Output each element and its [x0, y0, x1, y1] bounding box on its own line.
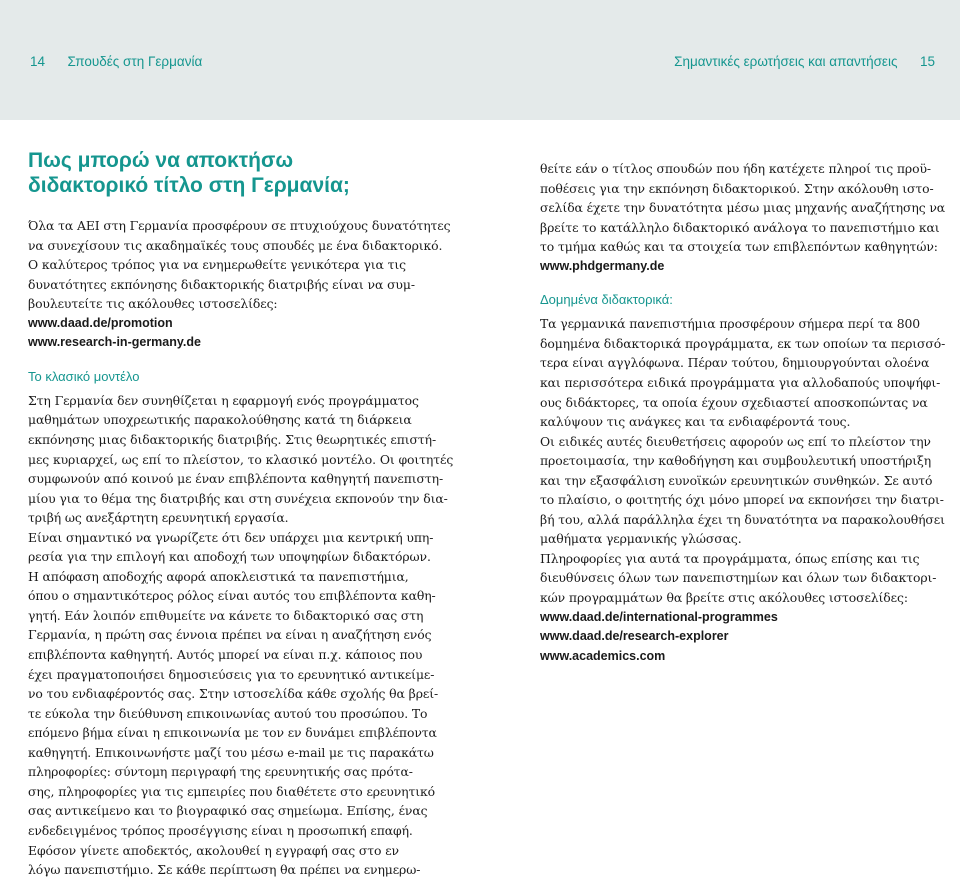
text-line: προετοιμασία, την καθοδήγηση και συμβουλευτική υποστήριξη [540, 453, 932, 469]
text-line: δομημένα διδακτορικά προγράμματα, εκ των οποίων τα περισσό- [540, 335, 946, 351]
right-column [540, 159, 946, 666]
page-header-right [674, 54, 935, 69]
left-column [28, 148, 454, 880]
text-line: το τμήμα καθώς και τα στοιχεία των επιβλεπόντων καθηγητών: [540, 239, 938, 255]
url-research-in-germany[interactable]: www.research-in-germany.de [28, 335, 201, 350]
continuation-paragraph [540, 159, 946, 257]
text-line: Ο καλύτερος τρόπος για να ενημερωθείτε γενικότερα για τις [28, 257, 406, 273]
url-academics[interactable]: www.academics.com [540, 648, 666, 663]
text-line: ποθέσεις για την εκπόνηση διδακτορικού. Στην ακόλουθη ιστο- [540, 180, 934, 196]
text-line: επιβλέποντα καθηγητή. Αυτός μπορεί να είναι π.χ. κάποιος που [28, 647, 423, 663]
text-line: σας αντικείμενο και το βιογραφικό σας σημείωμα. Επίσης, ένας [28, 803, 428, 819]
text-line: ενδεδειγμένος τρόπος προσέγγισης είναι η προσωπική επαφή. [28, 822, 413, 838]
heading-line: Πως μπορώ να αποκτήσω [28, 149, 294, 172]
text-line: βουλευτείτε τις ακόλουθες ιστοσελίδες: [28, 296, 278, 312]
section-title-structured-doctorates: Δομημένα διδακτορικά: [540, 292, 673, 308]
text-line: Γερμανία, η πρώτη σας έννοια πρέπει να είναι η αναζήτηση ενός [28, 627, 432, 643]
url-daad-research-explorer[interactable]: www.daad.de/research-explorer [540, 629, 729, 644]
text-line: Οι ειδικές αυτές διευθετήσεις αφορούν ως επί το πλείστον την [540, 433, 931, 449]
intro-paragraph [28, 216, 451, 314]
url-phdgermany[interactable]: www.phdgermany.de [540, 258, 665, 273]
text-line: και περισσότερα ειδικά προγράμματα για αλλοδαπούς υποψήφι- [540, 374, 941, 390]
text-line: Πληροφορίες για αυτά τα προγράμματα, όπως επίσης και τις [540, 550, 920, 566]
text-line: να συνεχίσουν τις ακαδημαϊκές τους σπουδές με ένα διδακτορικό. [28, 237, 443, 253]
structured-doctorates-paragraph [540, 314, 946, 607]
text-line: σης, πληροφορίες για τις εμπειρίες που διαθέτετε στο ερευνητικό [28, 783, 435, 799]
page-number-right: 15 [919, 54, 935, 69]
url-daad-promotion[interactable]: www.daad.de/promotion [28, 315, 173, 330]
text-line: καλύψουν τις ανάγκες και τα ενδιαφέροντά τους. [540, 414, 851, 430]
heading-line: διδακτορικό τίτλο στη Γερμανία; [28, 174, 350, 197]
text-line: καθηγητή. Επικοινωνήστε μαζί του μέσω e-mail με τις παρακάτω [28, 744, 434, 760]
text-line: μες κυριαρχεί, ως επί το πλείστον, το κλασικό μοντέλο. Οι φοιτητές [28, 451, 454, 467]
text-line: μαθήματα γερμανικής γλώσσας. [540, 531, 742, 547]
text-line: Όλα τα ΑΕΙ στη Γερμανία προσφέρουν σε πτυχιούχους δυνατότητες [28, 218, 451, 233]
page-heading [28, 148, 428, 198]
classic-model-paragraph [28, 391, 454, 880]
text-line: Τα γερμανικά πανεπιστήμια προσφέρουν σήμερα περί τα 800 [540, 316, 921, 332]
text-line: Η απόφαση αποδοχής αφορά αποκλειστικά τα πανεπιστήμια, [28, 568, 409, 584]
text-line: ρεσία για την επιλογή και αποδοχή των υποψηφίων διδακτόρων. [28, 549, 431, 565]
running-title-right: Σημαντικές ερωτήσεις και απαντήσεις [674, 54, 898, 69]
text-line: πληροφορίες: σύντομη περιγραφή της ερευνητικής σας πρότα- [28, 764, 413, 780]
text-line: δυνατότητες εκπόνησης διδακτορικής διατριβής είναι να συμ- [28, 276, 415, 292]
text-line: θείτε εάν ο τίτλος σπουδών που ήδη κατέχετε πληροί τις προϋ- [540, 161, 931, 176]
text-line: βή του, αλλά παράλληλα έχει τη δυνατότητα να παρακολουθήσει [540, 511, 945, 527]
text-line: ους διδάκτορες, τα οποία έχουν σχεδιαστεί αποσκοπώντας να [540, 394, 928, 410]
running-title-left: Σπουδές στη Γερμανία [67, 54, 203, 69]
text-line: όπου ο σημαντικότερος ρόλος είναι αυτός του επιβλέποντα καθη- [28, 588, 436, 604]
text-line: Είναι σημαντικό να γνωρίζετε ότι δεν υπάρχει μια κεντρική υπη- [28, 529, 434, 545]
text-line: σελίδα έχετε την δυνατότητα μέσω μιας μηχανής αναζήτησης να [540, 200, 946, 216]
text-line: κών προγραμμάτων θα βρείτε στις ακόλουθες ιστοσελίδες: [540, 589, 908, 605]
text-line: μαθημάτων υποχρεωτικής παρακολούθησης κατά τη διάρκεια [28, 412, 412, 428]
url-daad-international-programmes[interactable]: www.daad.de/international-programmes [540, 609, 778, 624]
text-line: μίου για το θέμα της διατριβής και στη συνέχεια εκπονούν την δια- [28, 490, 448, 506]
text-line: και την εξασφάλιση ευνοϊκών ερευνητικών συνθηκών. Σε αυτό [540, 472, 933, 488]
text-line: Στη Γερμανία δεν συνηθίζεται η εφαρμογή ενός προγράμματος [28, 392, 419, 408]
text-line: βρείτε το κατάλληλο διδακτορικό ανάλογα το πανεπιστήμιο και [540, 219, 940, 235]
text-line: λόγω πανεπιστήμιο. Σε κάθε περίπτωση θα πρέπει να ενημερω- [28, 862, 421, 878]
text-line: τερα είναι αγγλόφωνα. Πέραν τούτου, δημιουργούνται ολοένα [540, 355, 930, 371]
text-line: συμφωνούν από κοινού με έναν επιβλέποντα καθηγητή πανεπιστη- [28, 471, 444, 487]
text-line: επόμενο βήμα είναι η επικοινωνία με τον εν δυνάμει επιβλέποντα [28, 725, 437, 741]
text-line: γητή. Εάν λοιπόν επιθυμείτε να κάνετε το διδακτορικό σας στη [28, 607, 424, 623]
section-title-classic-model: Το κλασικό μοντέλο [28, 368, 140, 384]
text-line: το πλαίσιο, ο φοιτητής όχι μόνο μπορεί να εκπονήσει την διατρι- [540, 492, 944, 508]
page-header-left [30, 54, 202, 69]
text-line: τε εύκολα την διεύθυνση επικοινωνίας αυτού του προσώπου. Το [28, 705, 428, 721]
text-line: διευθύνσεις όλων των πανεπιστημίων και όλων των διδακτορι- [540, 570, 937, 586]
text-line: τριβή ως ανεξάρτητη ερευνητική εργασία. [28, 510, 289, 526]
text-line: νο του ενδιαφέροντός σας. Στην ιστοσελίδα κάθε σχολής θα βρεί- [28, 686, 439, 702]
text-line: εκπόνησης μιας διδακτορικής διατριβής. Στις θεωρητικές επιστή- [28, 432, 437, 448]
page-number-left: 14 [30, 54, 46, 69]
text-line: Εφόσον γίνετε αποδεκτός, ακολουθεί η εγγραφή σας στο εν [28, 842, 399, 858]
text-line: έχει πραγματοποιήσει δημοσιεύσεις για το ερευνητικό αντικείμε- [28, 666, 435, 682]
